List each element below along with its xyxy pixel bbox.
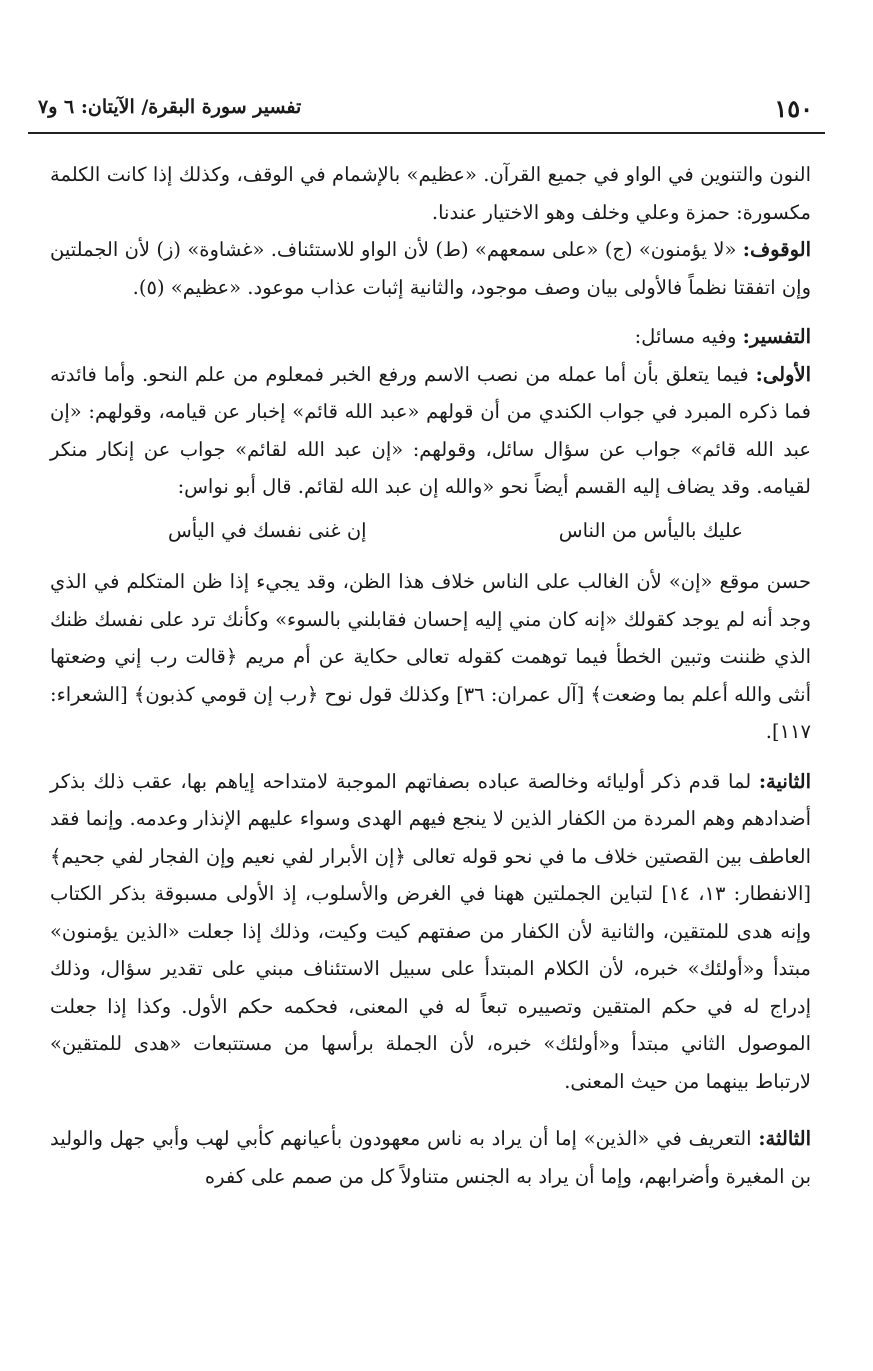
waqf-label: الوقوف: — [742, 238, 812, 261]
second-text: لما قدم ذكر أوليائه وخالصة عباده بصفاتهم الموجبة لامتداحه إياهم بها، عقب ذلك بذكر أضدادهم وهم المردة من الكفار الذين لا ينجع فيهم الهدى وسواء عليهم الإنذار وعدمه. وإنما فقد العاطف بين القصتين خلاف ما في نحو قوله تعالى ﴿إن الأبرار لفي نعيم وإن الفجار لفي جحيم﴾ [الانفطار: ١٣، ١٤] لتباين الجملتين ههنا في الغرض والأسلوب، إذ الأولى مسبوقة بذكر الكتاب وإنه هدى للمتقين، والثانية لأن الكفار من صفتهم كيت وكيت، وذلك إذا جعلت «الذين يؤمنون» مبتدأ و«أولئك» خبره، لأن الكلام المبتدأ على سبيل الاستئناف مبني على تقدير سؤال، وذلك إدراج له في حكم المتقين وتصييره تبعاً له في المعنى، فحكمه حكم الأول. وكذا إذا جعلت الموصول الثاني مبتدأ و«أولئك» خبره، لأن الجملة برأسها من مستتبعات «هدى للمتقين» لارتباط بينهما من حيث المعنى. — [50, 769, 812, 1093]
paragraph-intro: النون والتنوين في الواو في جميع القرآن. «عظيم» بالإشمام في الوقف، وكذلك إذا كانت الكلمة مكسورة: حمزة وعلي وخلف وهو الاختيار عندنا. — [50, 163, 811, 224]
paragraph-hasan: حسن موقع «إن» لأن الغالب على الناس خلاف هذا الظن، وقد يجيء إذا ظن المتكلم في الذي وجد أنه لم يوجد كقولك «إنه كان مني إليه إحسان فقابلني بالسوء» وكأنك ترد على نفسك ظنك الذي ظننت وتبين الخطأ فيما توهمت كقوله تعالى حكاية عن أم مريم ﴿قالت رب إني وضعتها أنثى والله أعلم بما وضعت﴾ [آل عمران: ٣٦] وكذلك قول نوح ﴿رب إن قومي كذبون﴾ [الشعراء: ١١٧]. — [50, 570, 811, 743]
running-title: تفسير سورة البقرة/ الآيتان: ٦ و٧ — [38, 96, 302, 118]
paragraph-third — [50, 1120, 811, 1195]
first-label: الأولى: — [755, 362, 811, 386]
second-label: الثانية: — [758, 769, 811, 793]
running-header — [28, 92, 825, 134]
tafsir-label: التفسير: — [742, 325, 811, 348]
third-text: التعريف في «الذين» إما أن يراد به ناس معهودون بأعيانهم كأبي لهب وأبي جهل والوليد بن المغيرة وأضرابهم، وإما أن يراد به الجنس متناولاً كل من صمم على كفره — [50, 1127, 811, 1188]
tafsir-text: وفيه مسائل: — [634, 325, 737, 348]
first-text: فيما يتعلق بأن أما عمله من نصب الاسم ورفع الخبر فمعلوم من علم النحو. وأما فائدته فما ذكره المبرد في جواب الكندي من أن قولهم «عبد الله قائم» إخبار عن قيامه، وقولهم: «إن عبد الله قائم» جواب عن سؤال سائل، وقولهم: «إن عبد الله لقائم» جواب عن إنكار منكر لقيامه. وقد يضاف إليه القسم أيضاً نحو «والله إن عبد الله لقائم. قال أبو نواس: — [50, 362, 811, 498]
body-text — [50, 156, 811, 1195]
paragraph-first — [50, 356, 811, 506]
page-number: ١٥٠ — [774, 94, 813, 123]
paragraph-waqf — [50, 231, 811, 306]
waqf-text: «لا يؤمنون» (ج) «على سمعهم» (ط) لأن الواو للاستئناف. «غشاوة» (ز) لأن الجملتين وإن اتفقتا نظماً فالأولى بيان وصف موجود، والثانية إثبات عذاب موعود. «عظيم» (٥). — [50, 238, 811, 299]
third-label: الثالثة: — [758, 1127, 812, 1150]
paragraph-second — [50, 763, 811, 1101]
paragraph-tafsir — [50, 318, 811, 356]
poem-hemistich-1: عليك باليأس من الناس — [558, 518, 743, 542]
poem-verse — [50, 512, 811, 550]
poem-hemistich-2: إن غنى نفسك في اليأس — [168, 518, 367, 542]
